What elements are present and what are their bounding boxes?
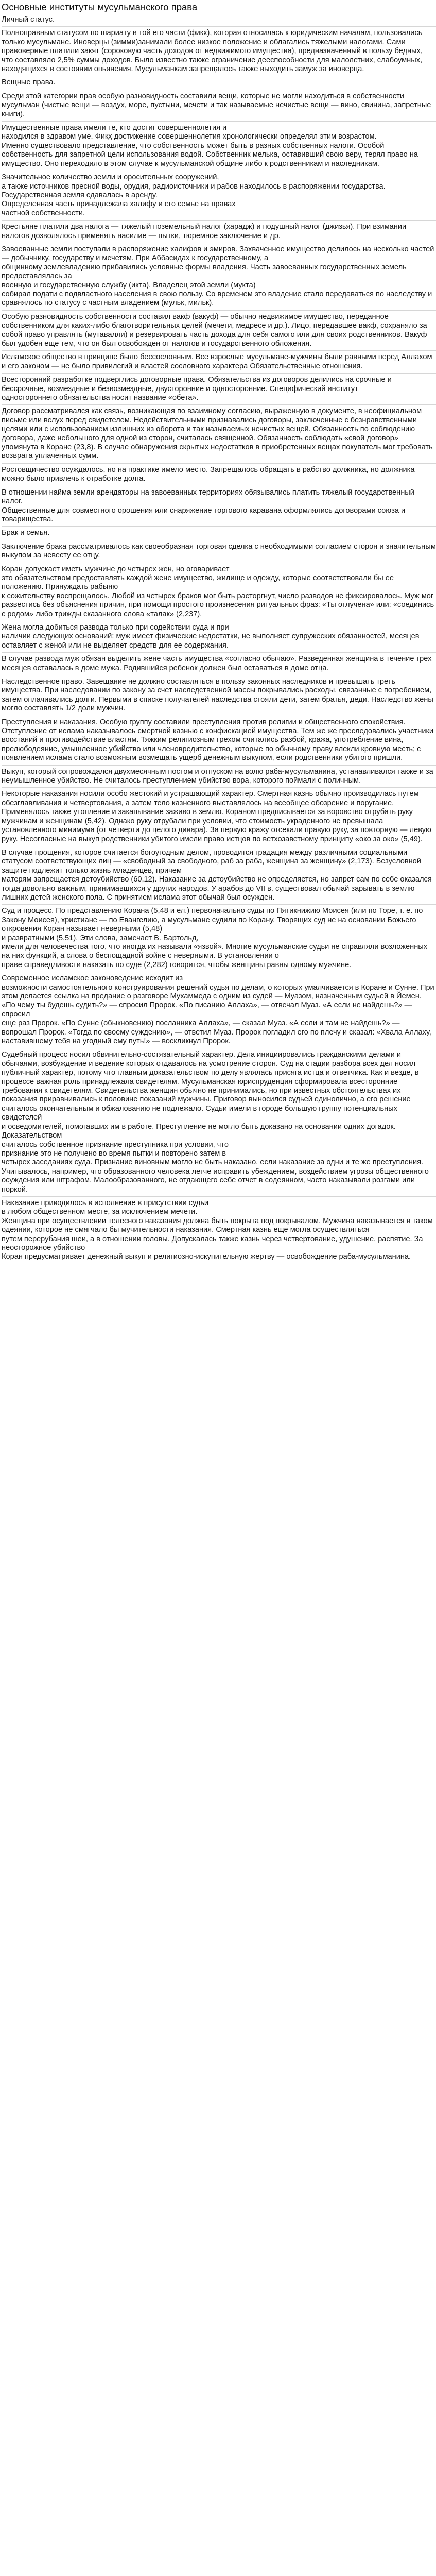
document-page	[0, 0, 436, 1264]
paragraph: Ростовщичество осуждалось, но на практике имело место. Запрещалось обращать в рабство должника, но должника можно было привлечь к отработке долга.	[2, 464, 436, 486]
paragraph: Брак и семья.	[2, 527, 436, 540]
paragraph: Особую разновидность собственности составил вакф (вакуф) — обычно недвижимое имущество, переданное собственником для каких-либо благотворительных целей (мечети, медресе и др.). Лицо, передавшее вакф, сохраняло за собой право управлять (мутавалли) и резервировать часть дохода для себя самого или для своих родственников. Вакуф был удобен еще тем, что он был освобожден от налогов и государственного обложения.	[2, 311, 436, 351]
page-title: Основные институты мусульманского права	[2, 2, 198, 12]
paragraph: Коран допускает иметь мужчине до четырех жен, но оговаривает это обязательством предоставлять каждой жене имущество, жилище и одежду, которые соответствовали бы ее положению. Принуждать рабыню к сожительству воспрещалось. Любой из четырех браков мог быть расторгнут, число разводов не фиксировалось. Муж мог развестись без объяснения причин, при помощи простого произнесения ритуальных фраз: «Ты отлучена» или: «соединись с родом» либо трижды сказанного слова «талак» (2,237).	[2, 563, 436, 621]
paragraph: В отношении найма земли арендаторы на завоеванных территориях обязывались платить тяжелый государственный налог. Общественные для совместного орошения или снаряжение торгового каравана оформлялись договорами союза и товарищества.	[2, 486, 436, 527]
paragraph: Судебный процесс носил обвинительно-состязательный характер. Дела инициировались гражданскими делами и обычаями, возбуждение и ведение которых отдавалось на усмотрение сторон. Суд на стадии разбора всех дел носил публичный характер, потому что главным доказательством по делу являлась присяга истца и ответчика. Как и везде, в процессе важная роль принадлежала свидетелям. Мусульманская юриспруденция сформировала всесторонние требования к свидетелям. Свидетельства женщин обычно не принимались, но при известных обстоятельствах их показания приравнивались к половине показаний мужчины. Приговор выносился судьей единолично, а его решение считалось окончательным и обжалованию не подлежало. Судьи имели в городе большую группу потенциальных свидетелей и осведомителей, помогавших им в работе. Преступление не могло быть доказано на основании одних догадок. Доказательством считалось собственное признание преступника при условии, что признание это не получено во время пытки и повторено затем в четырех заседаниях суда. Признание виновным могло не быть наказано, если наказание за одни и те же преступления. Учитывалось, например, что образованного человека легче исправить убеждением, воздействием угрозы общественного осуждения или штрафом. Малообразованного, не отдающего себе отчет в содеянном, часто наказывали розгами или поркой.	[2, 1048, 436, 1197]
paragraph: Среди этой категории прав особую разновидность составили вещи, которые не могли находиться в собственности мусульман (чистые вещи — воздух, море, пустыни, мечети и так называемые нечистые вещи — вино, свинина, запретные книги).	[2, 90, 436, 122]
paragraph: Имущественные права имели те, кто достиг совершеннолетия и находился в здравом уме. Фиқҳ достижение совершеннолетия хронологически определял этим возрастом. Именно существовало представление, что собственность может быть в разных собственных налоги. Особой собственность для запретной цели использования водой. Собственник мелька, оставивший свою веру, терял право на имущество. Оно переходило в этом случае к мусульманской общине либо к родственникам и наследникам.	[2, 122, 436, 171]
paragraph: Крестьяне платили два налога — тяжелый поземельный налог (харадж) и подушный налог (джизья). При взимании налогов дозволялось применять насилие — пытки, тюремное заключение и др.	[2, 221, 436, 243]
paragraph: Договор рассматривался как связь, возникающая по взаимному согласию, выраженную в документе, в неофициальном письме или вслух перед свидетелем. Недействительными признавались договоры, заключенные с безнравственными целями или с использованием излишних из оборота и так называемых нечистых вещей. Обязанность по соблюдению договора, даже небольшого для одной из сторон, считалась священной. Обязанность соблюдать «свой договор» упомянута в Коране (23,8). В случае обнаружения скрытых недостатков в приобретенных вещах покупатель мог требовать возврата уплаченных сумм.	[2, 405, 436, 463]
paragraph: Исламское общество в принципе было бессословным. Все взрослые мусульмане-мужчины были равными перед Аллахом и его законом — не было привилегий и властей сословного характера Обязательственные отношения.	[2, 351, 436, 374]
paragraph: В случае прощения, которое считается богоугодным делом, проводится градация между различными социальными статусом соответствующих лиц — «свободный за свободного, раб за раба, женщина за женщину» (2,173). Безусловной защите подлежит только жизнь младенцев, причем матерям запрещается детоубийство (60,12). Наказание за детоубийство не определяется, но запрет сам по себе оказался тогда довольно важным, принимавшихся у других народов. У арабов до VII в. существовал обычай зарывать в землю лишних детей женского пола. С принятием ислама этот обычай был осужден.	[2, 846, 436, 905]
paragraph: Преступления и наказания. Особую группу составили преступления против религии и общественного спокойствия. Отступление от ислама наказывалось смертной казнью с конфискацией имущества. Тем же же преследовались участники восстаний и противодействие властям. Тяжким религиозным грехом считались разбой, кража, употребление вина, прелюбодеяние, умышленное убийство или членовредительство, которые по обычному праву влекли кровную месть; с появлением ислама стало возможным возмещать ущерб денежным выкупом, если родственники убитого пришли.	[2, 716, 436, 766]
paragraph: Выкуп, который сопровождался двухмесячным постом и отпуском на волю раба-мусульманина, устанавливался также и за неумышленное убийство. Не считалось преступлением убийство вора, которого поймали с поличным.	[2, 766, 436, 788]
paragraph: Личный статус.	[2, 13, 436, 27]
paragraph: Всесторонний разработке подверглись договорные права. Обязательства из договоров делились на срочные и бессрочные, возмездные и безвозмездные, двусторонние и односторонние. Специфический институт одностороннего обязательства носит название «обета».	[2, 374, 436, 405]
document-body	[2, 13, 436, 1264]
paragraph: Наказание приводилось в исполнение в присутствии судьи в любом общественном месте, за исключением мечети. Женщина при осуществлении телесного наказания должна быть покрыта под покрывалом. Мужчина наказывается в таком одеянии, которое не смягчало бы мучительности наказания. Смертная казнь еще могла осуществляться путем перерубания шеи, а в отношении головы. Допускалась также казнь через четвертование, удушение, распятие. За неосторожное убийство Коран предусматривает денежный выкуп и религиозно-искупительную жертву — освобождение раба-мусульманина.	[2, 1197, 436, 1264]
paragraph: Современное исламское законоведение исходит из возможности самостоятельного конструирования решений судья по делам, о которых умалчивается в Коране и Сунне. При этом делается ссылка на предание о разговоре Мухаммеда с одним из судей — Муазом, назначенным судьей в Йемен. «По чему ты будешь судить?» — спросил Пророк. «По писанию Аллаха», — отвечал Муаз. «А если не найдешь?» — спросил еще раз Пророк. «По Сунне (обыкновению) посланника Аллаха», — сказал Муаз. «А если и там не найдешь?» — вопрошал Пророк. «Тогда по своему суждению», — ответил Муаз. Пророк погладил его по плечу и сказал: «Хвала Аллаху, наставившему тебя на угодный ему путь!» — воскликнул Пророк.	[2, 972, 436, 1048]
paragraph: Заключение брака рассматривалось как своеобразная торговая сделка с необходимыми согласием сторон и значительным выкупом за невесту ее отцу.	[2, 540, 436, 563]
paragraph: Значительное количество земли и оросительных сооружений, а также источников пресной воды, орудия, радиоисточники и рабов находилось в распоряжении государства. Государственная земля сдавалась в аренду. Определенная часть принадлежала халифу и его семье на правах частной собственности.	[2, 171, 436, 221]
paragraph: В случае развода муж обязан выделить жене часть имущества «согласно обычаю». Разведенная женщина в течение трех месяцев оставалась в доме мужа. Родившийся ребенок должен был оставаться в доме отца.	[2, 653, 436, 675]
paragraph: Суд и процесс. По представлению Корана (5,48 и ел.) первоначально суды по Пятикнижию Моисея (или по Торе, т. е. по Закону Моисея), христиане — по Евангелию, а мусульмане судили по Корану. Творящих суд не на основании Божьего откровения Коран называет неверными (5,48) и развратными (5,51). Эти слова, замечает В. Бартольд, имели для человечества того, что иногда их называли «язвой». Многие мусульманские судьи не справляли возложенных на них функций, а слова о беспощадной войне с неверными. В установлении о праве справедливости наказать по суде (2,282) говорится, чтобы женщины равны одному мужчине.	[2, 905, 436, 972]
paragraph: Вещные права.	[2, 76, 436, 90]
paragraph: Наследственное право. Завещание не должно составляться в пользу законных наследников и превышать треть имущества. При наследовании по закону за счет наследственной массы покрывались расходы, связанные с погребением, затем оплачивались долги. Первыми в списке получателей наследства стояли дети, затем братья, деди. Наследство жены могло составлять 1/2 доли мужчин.	[2, 675, 436, 716]
paragraph: Жена могла добиться развода только при содействии суда и при наличии следующих оснований: муж имеет физические недостатки, не выполняет супружеских обязанностей, месяцев оставляет с женой или не выделяет средств для ее содержания.	[2, 621, 436, 653]
paragraph: Завоеванные земли поступали в распоряжение халифов и эмиров. Захваченное имущество делилось на несколько частей — добычнику, государству и мечетям. При Аббасидах к государственному, а общинному землевладению прибавились условные формы владения. Часть завоеванных государственных земель предоставлялась за военную и государственную службу (икта). Владелец этой земли (мукта) собирал подати с подвластного населения в свою пользу. Со временем это владение стало передаваться по наследству и сравнялось по статусу с частным владением (мульк, мильк).	[2, 243, 436, 311]
paragraph: Некоторые наказания носили особо жестокий и устрашающий характер. Смертная казнь обычно производилась путем обезглавливания и четвертования, а затем тело казненного выставлялось на всеобщее обозрение и поругание. Применялось также утопление и закапывание заживо в землю. Кораном предписывается за воровство отрубать руку мужчинам и женщинам (5,42). Однако руку отрубали при условии, что стоимость украденного не превышала установленного минимума (от четверти до целого динара). За первую кражу отсекали правую руку, за повторную — левую руку. Несогласные на выкуп родственники убитого имели право истцов по ветхозаветному принципу «око за око» (5,49).	[2, 788, 436, 846]
paragraph: Полноправным статусом по шариату в той его части (фикх), которая относилась к юридическим началам, пользовались только мусульмане. Иноверцы (зимми)занимали более низкое положение и облагались тяжелыми налогами. Сами правоверные платили закят (сороковую часть доходов от недвижимого имущества), предназначенный в пользу бедных, что составляло 2,5% суммы доходов. Было известно также ограничение дееспособности для малолетних, слабоумных, находящихся в состоянии опьянения. Мусульманкам запрещалось также выходить замуж за иноверца.	[2, 27, 436, 76]
